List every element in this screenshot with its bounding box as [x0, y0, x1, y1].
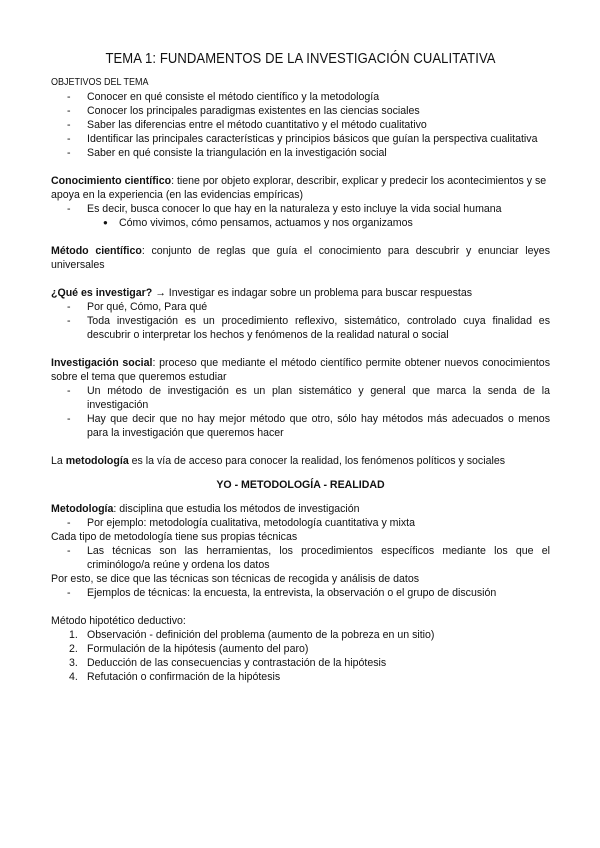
- item-number: 4.: [69, 671, 78, 683]
- metodologia-list-2: [51, 544, 550, 572]
- list-item: [51, 642, 550, 656]
- metodologia-line-2: Cada tipo de metodología tiene sus propias técnicas: [51, 531, 298, 543]
- list-item: [51, 628, 550, 642]
- list-item: - Hay que decir que no hay mejor método que otro, sólo hay métodos más adecuados o menos para la investigación que queremos hacer: [51, 412, 550, 440]
- list-item: - Por ejemplo: metodología cualitativa, metodología cuantitativa y mixta: [51, 516, 550, 530]
- investigar-paragraph: [51, 286, 550, 300]
- item-text: Refutación o confirmación de la hipótesis: [87, 671, 281, 683]
- item-text: Formulación de la hipótesis (aumento del paro): [87, 643, 309, 655]
- conocimiento-list: [51, 202, 550, 216]
- definition: : proceso que mediante el método científico permite obtener nuevos conocimientos sobre el tema que queremos estudiar: [51, 357, 550, 383]
- definition: : conjunto de reglas que guía el conocimiento para descubrir y enunciar leyes universales: [51, 245, 550, 271]
- term: ¿Qué es investigar?: [51, 287, 153, 299]
- metodologia-line: [51, 454, 550, 468]
- item-text: Observación - definición del problema (aumento de la pobreza en un sitio): [87, 629, 435, 641]
- list-item: [51, 670, 550, 684]
- list-item: - Identificar las principales características y principios básicos que guían la perspectiva cualitativa: [51, 132, 550, 146]
- text: La: [51, 455, 66, 467]
- definition: : disciplina que estudia los métodos de investigación: [113, 503, 360, 515]
- item-text: Deducción de las consecuencias y contrastación de la hipótesis: [87, 657, 387, 669]
- hipotetico-list: [51, 628, 550, 684]
- term: Conocimiento científico: [51, 175, 172, 187]
- item-number: 1.: [69, 629, 78, 641]
- metodologia-list-3: [51, 586, 550, 600]
- list-item: - Conocer los principales paradigmas existentes en las ciencias sociales: [51, 104, 550, 118]
- section-heading: YO - METODOLOGÍA - REALIDAD: [216, 479, 385, 491]
- term: metodología: [65, 455, 129, 467]
- definition: → Investigar es indagar sobre un problema para buscar respuestas: [152, 287, 473, 299]
- item-number: 2.: [69, 643, 78, 655]
- list-item: - Conocer en qué consiste el método científico y la metodología: [51, 90, 550, 104]
- metodo-paragraph: [51, 244, 550, 272]
- hipotetico-heading: Método hipotético deductivo:: [51, 615, 186, 627]
- list-item: - Por qué, Cómo, Para qué: [51, 300, 550, 314]
- investigacion-social-paragraph: [51, 356, 550, 384]
- list-item: [51, 656, 550, 670]
- metodologia-list-1: [51, 516, 550, 530]
- definition: : tiene por objeto explorar, describir, explicar y predecir los acontecimientos y se apoya en la experiencia (en las evidencias empíricas): [51, 175, 547, 201]
- term: Metodología: [51, 503, 114, 515]
- list-item: - Las técnicas son las herramientas, los procedimientos específicos mediante los que el criminólogo/a reúne y ordena los datos: [51, 544, 550, 572]
- objectives-heading: OBJETIVOS DEL TEMA: [51, 77, 149, 88]
- term: Investigación social: [51, 357, 153, 369]
- investigacion-social-list: [51, 384, 550, 440]
- conocimiento-paragraph: [51, 174, 550, 202]
- metodologia-line-3: Por esto, se dice que las técnicas son técnicas de recogida y análisis de datos: [51, 573, 420, 585]
- text: es la vía de acceso para conocer la realidad, los fenómenos políticos y sociales: [128, 455, 506, 467]
- list-item: ● Cómo vivimos, cómo pensamos, actuamos y nos organizamos: [51, 216, 550, 230]
- list-item: - Un método de investigación es un plan sistemático y general que marca la senda de la investigación: [51, 384, 550, 412]
- list-item: - Toda investigación es un procedimiento reflexivo, sistemático, controlado cuya finalidad es descubrir o interpretar los hechos y fenómenos de la realidad natural o social: [51, 314, 550, 342]
- objectives-list: [51, 90, 550, 160]
- list-item: - Es decir, busca conocer lo que hay en la naturaleza y esto incluye la vida social humana: [51, 202, 550, 216]
- list-item: - Saber en qué consiste la triangulación en la investigación social: [51, 146, 550, 160]
- list-item: - Ejemplos de técnicas: la encuesta, la entrevista, la observación o el grupo de discusión: [51, 586, 550, 600]
- conocimiento-sublist: [51, 216, 550, 230]
- item-number: 3.: [69, 657, 78, 669]
- metodologia-paragraph: [51, 502, 550, 516]
- term: Método científico: [51, 245, 142, 257]
- page-title: TEMA 1: FUNDAMENTOS DE LA INVESTIGACIÓN CUALITATIVA: [105, 51, 496, 67]
- investigar-list: [51, 300, 550, 342]
- list-item: - Saber las diferencias entre el método cuantitativo y el método cualitativo: [51, 118, 550, 132]
